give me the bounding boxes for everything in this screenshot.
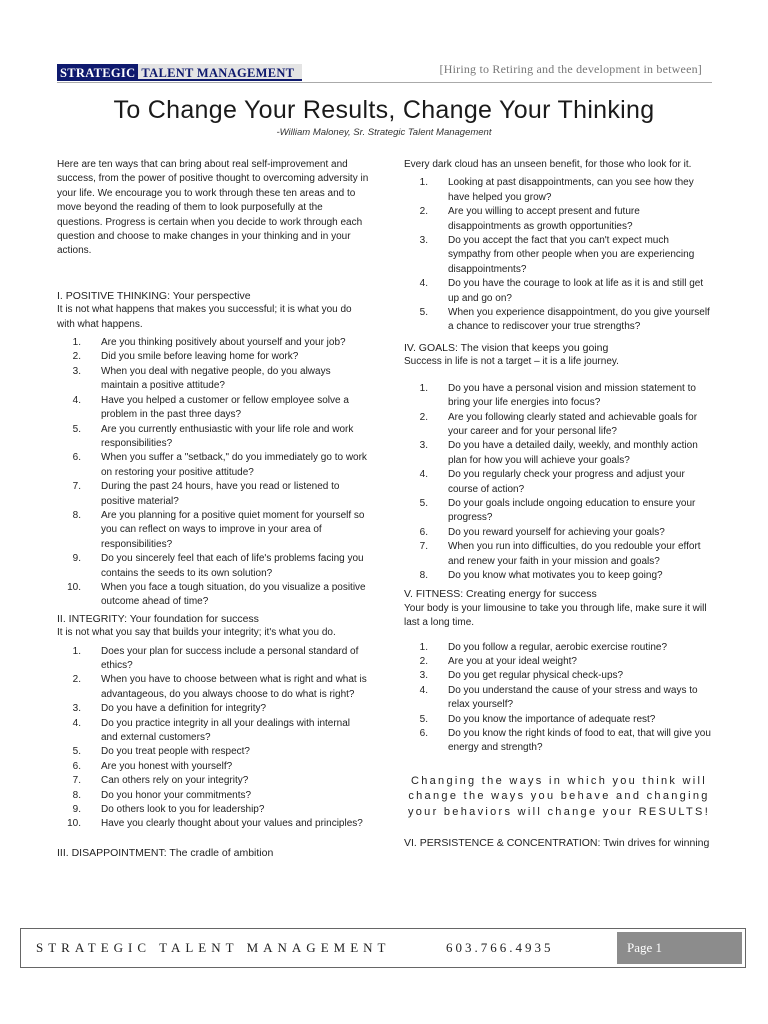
pull-quote: Changing the ways in which you think will change the ways you behave and changing your behaviors will change your RESULTS! <box>407 774 711 818</box>
list-item-text: Do you have a definition for integrity? <box>101 703 267 715</box>
list-item-text: Have you helped a customer or fellow employee solve a problem in the past three days? <box>101 394 349 421</box>
list-item <box>404 411 714 440</box>
company-logo <box>57 64 302 81</box>
list-item-text: When you face a tough situation, do you visualize a positive outcome ahead of time? <box>101 581 366 608</box>
list-item <box>57 760 369 774</box>
list-number: 5. <box>419 713 428 725</box>
list-item <box>57 774 369 788</box>
list-item <box>404 306 714 335</box>
list-item <box>57 817 369 831</box>
list-item-text: During the past 24 hours, have you read or listened to positive material? <box>101 481 340 507</box>
list-number: 10. <box>67 581 81 593</box>
list-item <box>404 277 714 306</box>
logo-strategic: STRATEGIC <box>57 64 138 81</box>
list-item-text: When you suffer a "setback," do you immediately go to work on restoring your positive attitude? <box>101 452 367 478</box>
list-item-text: Do you reward yourself for achieving your goals? <box>448 526 665 538</box>
list-number: 3. <box>419 440 428 452</box>
list-item-text: Are you honest with yourself? <box>101 760 233 772</box>
list-item-text: Do you have a detailed daily, weekly, and monthly action plan for how you will achieve your goals? <box>448 440 698 466</box>
list-number: 7. <box>419 541 428 553</box>
section-heading: VI. PERSISTENCE & CONCENTRATION: Twin drives for winning <box>404 837 710 850</box>
list-item-text: When you experience disappointment, do you give yourself a chance to rediscover your true strengths? <box>448 307 710 333</box>
list-number: 6. <box>72 760 81 772</box>
list-item <box>404 713 714 727</box>
list-item <box>404 569 714 583</box>
header-tagline: [Hiring to Retiring and the development in between] <box>439 62 702 76</box>
list-number: 1. <box>419 177 428 189</box>
list-number: 1. <box>419 641 428 653</box>
list-item-text: Does your plan for success include a personal standard of ethics? <box>101 645 359 671</box>
list-number: 8. <box>419 569 428 581</box>
list-item <box>404 382 714 411</box>
list-number: 4. <box>72 394 81 406</box>
header-divider <box>57 82 712 83</box>
list-item <box>57 673 369 702</box>
list-item <box>57 803 369 817</box>
list-item-text: Do you know the importance of adequate rest? <box>448 713 656 725</box>
list-item-text: Can others rely on your integrity? <box>101 775 249 787</box>
list-item <box>404 439 714 468</box>
list-number: 1. <box>72 337 81 349</box>
list-item <box>404 526 714 540</box>
section-lead: Success in life is not a target – it is a life journey. <box>404 356 619 368</box>
list-item-text: When you have to choose between what is right and what is advantageous, do you always choose to do what is right? <box>101 674 367 700</box>
list-item-text: Do your goals include ongoing education to ensure your progress? <box>448 497 696 524</box>
section-lead: It is not what you say that builds your integrity; it's what you do. <box>57 627 336 639</box>
list-item-text: Do you sincerely feel that each of life's problems facing you contains the seeds to its own solution? <box>101 553 364 579</box>
list-item <box>57 336 369 350</box>
section-heading: III. DISAPPOINTMENT: The cradle of ambition <box>57 846 274 859</box>
list-number: 4. <box>419 278 428 290</box>
list-item <box>404 497 714 526</box>
list-number: 2. <box>419 206 428 218</box>
list-item <box>404 176 714 205</box>
footer-company: STRATEGIC TALENT MANAGEMENT <box>36 940 391 955</box>
list-number: 9. <box>72 804 81 816</box>
list-item <box>57 645 369 674</box>
list-number: 3. <box>419 235 428 247</box>
list-item <box>404 684 714 713</box>
list-number: 8. <box>72 789 81 801</box>
list-number: 2. <box>72 351 81 363</box>
section-heading: V. FITNESS: Creating energy for success <box>404 588 597 601</box>
list-number: 6. <box>72 452 81 464</box>
list-item-text: Do you have the courage to look at life as it is and still get up and go on? <box>448 278 704 304</box>
list-item <box>404 468 714 497</box>
list-number: 5. <box>72 423 81 435</box>
list-number: 5. <box>72 746 81 758</box>
list-item-text: Are you at your ideal weight? <box>448 656 577 667</box>
logo-talent-management: TALENT MANAGEMENT <box>138 64 302 81</box>
list-item-text: Do you understand the cause of your stress and ways to relax yourself? <box>448 684 698 711</box>
list-item-text: Do you follow a regular, aerobic exercise routine? <box>448 641 668 653</box>
list-item <box>57 423 369 452</box>
list-item <box>57 702 369 716</box>
question-list <box>404 176 714 334</box>
list-number: 4. <box>72 717 81 729</box>
list-item-text: Are you willing to accept present and future disappointments as growth opportunities? <box>448 206 640 232</box>
list-item <box>57 350 369 364</box>
list-item-text: Do you treat people with respect? <box>101 746 250 758</box>
list-number: 4. <box>419 469 428 481</box>
list-item-text: When you run into difficulties, do you redouble your effort and renew your faith in your mission and goals? <box>448 541 701 567</box>
list-item-text: Do you regularly check your progress and adjust your course of action? <box>448 469 685 495</box>
document-subtitle: -William Maloney, Sr. Strategic Talent Management <box>276 127 492 138</box>
list-item <box>57 745 369 759</box>
right-column <box>404 158 714 851</box>
list-item <box>57 451 369 480</box>
section-heading: IV. GOALS: The vision that keeps you going <box>404 341 609 354</box>
section-heading: II. INTEGRITY: Your foundation for success <box>57 612 259 625</box>
list-item <box>404 540 714 569</box>
section-lead: It is not what happens that makes you successful; it is what you do with what happens. <box>57 304 352 330</box>
list-item-text: When you deal with negative people, do you always maintain a positive attitude? <box>101 365 331 392</box>
list-item <box>404 727 714 756</box>
list-item <box>404 641 714 655</box>
list-item-text: Do you get regular physical check-ups? <box>448 670 624 682</box>
list-number: 3. <box>419 670 428 682</box>
list-number: 7. <box>72 775 81 787</box>
list-item-text: Do you accept the fact that you can't expect much sympathy from other people when you are experiencing disappointments? <box>448 235 695 275</box>
list-item-text: Do others look to you for leadership? <box>101 804 265 816</box>
list-item <box>57 717 369 746</box>
list-item <box>404 669 714 683</box>
list-item-text: Are you thinking positively about yourself and your job? <box>101 337 346 349</box>
list-item <box>57 480 369 509</box>
question-list <box>404 382 714 584</box>
intro-paragraph: Here are ten ways that can bring about real self-improvement and success, from the power of positive thought to overcoming adversity in your life. We encourage you to work through these ten areas and to move beyond the reading of them to look purposefully at the questions. Progress is certain when you decide to work through each question and choose to make changes in your thinking and in your actions. <box>57 159 369 257</box>
list-number: 1. <box>72 645 81 657</box>
left-column <box>57 158 369 860</box>
list-number: 1. <box>419 382 428 394</box>
list-number: 2. <box>72 674 81 686</box>
section-lead: Every dark cloud has an unseen benefit, for those who look for it. <box>404 159 692 170</box>
list-item-text: Did you smile before leaving home for work? <box>101 351 299 363</box>
list-item-text: Have you clearly thought about your values and principles? <box>101 818 363 830</box>
list-item <box>57 581 369 610</box>
list-item-text: Do you practice integrity in all your dealings with internal and external customers? <box>101 717 351 744</box>
footer-page-number: Page 1 <box>614 932 742 964</box>
list-item-text: Do you have a personal vision and mission statement to bring your life energies into focus? <box>448 382 696 409</box>
list-number: 4. <box>419 684 428 696</box>
list-number: 5. <box>419 307 428 319</box>
footer-phone: 603.766.4935 <box>446 940 554 955</box>
page-footer <box>20 928 746 968</box>
list-item-text: Are you planning for a positive quiet moment for yourself so you can reflect on ways to improve in your area of responsibilities? <box>101 509 365 550</box>
question-list <box>57 336 369 610</box>
list-number: 7. <box>72 481 81 493</box>
list-item <box>57 509 369 552</box>
list-number: 3. <box>72 703 81 715</box>
list-number: 10. <box>67 818 81 830</box>
list-item-text: Are you currently enthusiastic with your life role and work responsibilities? <box>101 423 354 449</box>
list-item <box>404 205 714 234</box>
list-item-text: Do you know what motivates you to keep going? <box>448 569 663 581</box>
list-number: 9. <box>72 553 81 565</box>
list-item-text: Do you honor your commitments? <box>101 789 252 801</box>
list-number: 8. <box>72 509 81 521</box>
question-list <box>404 641 714 756</box>
list-number: 5. <box>419 497 428 509</box>
list-item <box>57 394 369 423</box>
list-number: 6. <box>419 728 428 740</box>
list-item-text: Do you know the right kinds of food to eat, that will give you energy and strength? <box>448 728 711 754</box>
list-item <box>404 655 714 669</box>
question-list <box>57 645 369 832</box>
list-number: 6. <box>419 526 428 538</box>
list-item <box>57 365 369 394</box>
document-title: To Change Your Results, Change Your Thinking <box>113 96 655 124</box>
list-item <box>57 789 369 803</box>
list-number: 3. <box>72 365 81 377</box>
list-item <box>404 234 714 277</box>
section-lead: Your body is your limousine to take you through life, make sure it will last a long time. <box>404 602 707 629</box>
list-item-text: Looking at past disappointments, can you see how they have helped you grow? <box>448 177 694 203</box>
list-number: 2. <box>419 411 428 423</box>
section-heading: I. POSITIVE THINKING: Your perspective <box>57 289 251 302</box>
list-item-text: Are you following clearly stated and achievable goals for your career and for your personal life? <box>448 411 698 437</box>
list-number: 2. <box>419 656 428 667</box>
list-item <box>57 552 369 581</box>
